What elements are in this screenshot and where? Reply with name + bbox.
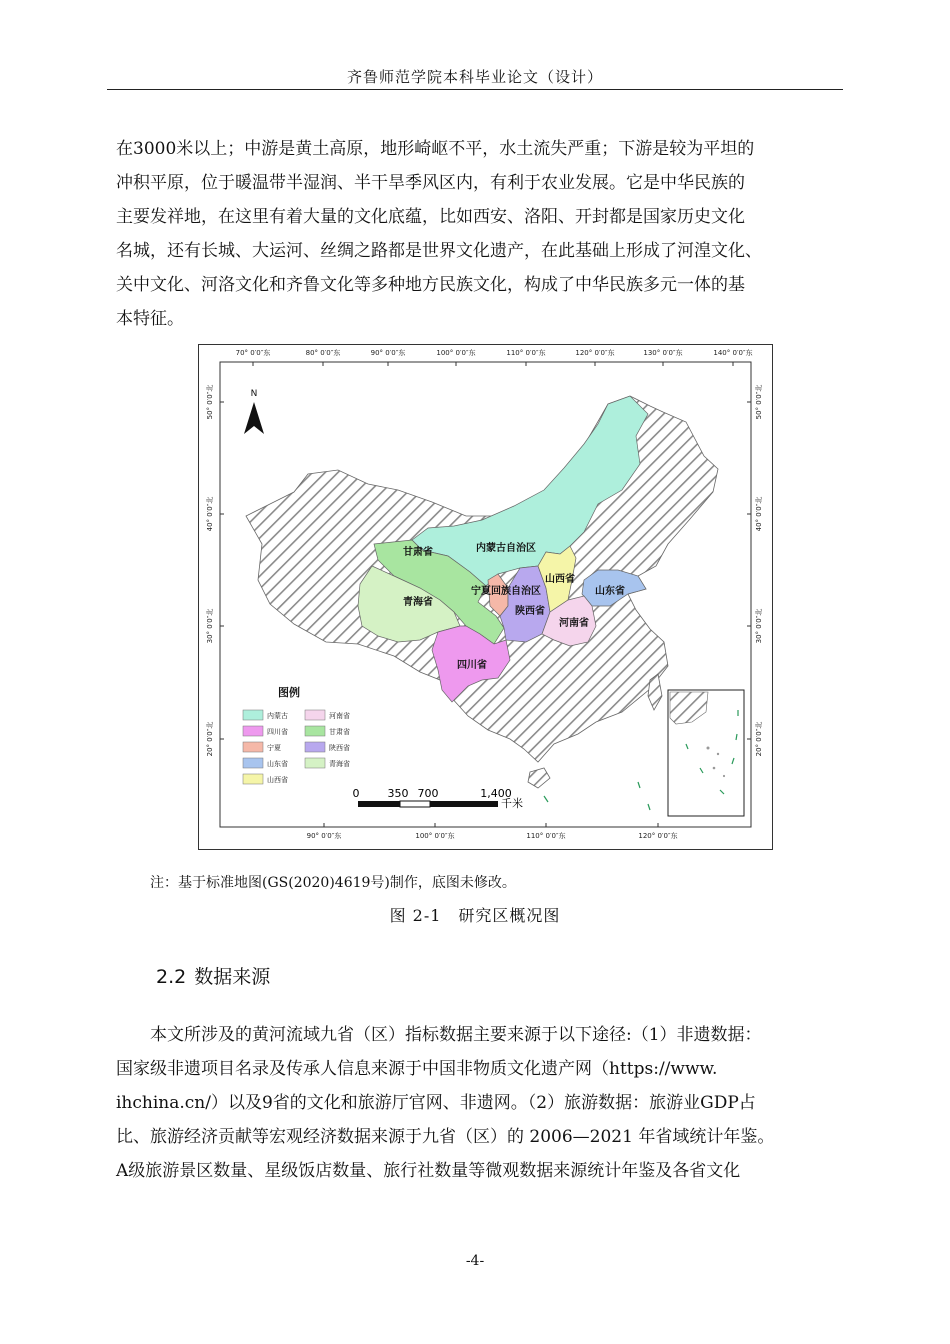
text-line: A级旅游景区数量、星级饭店数量、旅行社数量等微观数据来源统计年鉴及各省文化 xyxy=(116,1161,741,1181)
text-line: 国家级非遗项目名录及传承人信息来源于中国非物质文化遗产网（https://www. xyxy=(116,1059,718,1079)
tick-label: 20° 0′0″北 xyxy=(206,721,214,757)
section-heading xyxy=(156,962,270,989)
label-shandong: 山东省 xyxy=(595,586,625,597)
text-line: 本文所涉及的黄河流域九省（区）指标数据主要来源于以下途径:（1）非遗数据： xyxy=(150,1025,762,1045)
legend-label: 青海省 xyxy=(329,760,350,768)
text-line: 关中文化、河洛文化和齐鲁文化等多种地方民族文化，构成了中华民族多元一体的基 xyxy=(116,275,745,295)
legend-swatch xyxy=(243,726,263,736)
figure-caption: 图 2-1 研究区概况图 xyxy=(389,906,561,925)
section-title: 数据来源 xyxy=(194,966,271,988)
tick-label: 40° 0′0″北 xyxy=(755,496,763,532)
text-line: 名城，还有长城、大运河、丝绸之路都是世界文化遗产，在此基础上形成了河湟文化、 xyxy=(116,241,762,261)
legend-swatch xyxy=(305,742,325,752)
scale-tick: 1,400 xyxy=(480,787,512,800)
text-line: 比、旅游经济贡献等宏观经济数据来源于九省（区）的 2006—2021 年省域统计年鉴。 xyxy=(116,1127,775,1147)
section-number: 2.2 xyxy=(156,966,187,988)
legend-label: 甘肃省 xyxy=(329,728,350,736)
tick-label: 140° 0′0″东 xyxy=(713,349,753,357)
label-ningxia: 宁夏回族自治区 xyxy=(471,586,541,597)
page-number: -4- xyxy=(465,1253,485,1269)
legend-swatch xyxy=(305,710,325,720)
legend-label: 宁夏 xyxy=(267,744,281,752)
tick-label: 40° 0′0″北 xyxy=(206,496,214,532)
tick-label: 110° 0′0″东 xyxy=(526,832,566,840)
tick-label: 30° 0′0″北 xyxy=(206,608,214,644)
text-line: 冲积平原，位于暖温带半湿润、半干旱季风区内，有利于农业发展。它是中华民族的 xyxy=(116,173,745,193)
legend-swatch xyxy=(305,726,325,736)
tick-label: 120° 0′0″东 xyxy=(638,832,678,840)
tick-label: 110° 0′0″东 xyxy=(506,349,546,357)
label-sichuan: 四川省 xyxy=(457,660,487,671)
legend-label: 河南省 xyxy=(329,712,350,720)
tick-label: 100° 0′0″东 xyxy=(415,832,455,840)
text-line: ihchina.cn/）以及9省的文化和旅游厅官网、非遗网。（2）旅游数据：旅游业GDP占 xyxy=(116,1093,756,1113)
scale-tick: 0 xyxy=(352,787,360,800)
label-qinghai: 青海省 xyxy=(403,597,433,608)
scale-unit: 千米 xyxy=(501,797,523,810)
legend-swatch xyxy=(243,710,263,720)
tick-label: 80° 0′0″东 xyxy=(305,349,341,357)
legend-swatch xyxy=(243,758,263,768)
page-header: 齐鲁师范学院本科毕业论文（设计） xyxy=(346,68,603,86)
legend-label: 内蒙古 xyxy=(267,712,288,720)
header-rule xyxy=(107,89,843,90)
south-china-sea-inset xyxy=(668,690,744,816)
figure-note: 注：基于标准地图(GS(2020)4619号)制作，底图未修改。 xyxy=(150,875,516,891)
tick-label: 90° 0′0″东 xyxy=(306,832,342,840)
label-shaanxi: 陕西省 xyxy=(515,606,545,617)
text-line: 在3000米以上；中游是黄土高原，地形崎岖不平，水土流失严重；下游是较为平坦的 xyxy=(116,139,755,159)
scale-tick: 700 xyxy=(417,787,439,800)
legend-swatch xyxy=(243,742,263,752)
paragraph-continuation xyxy=(116,132,836,336)
text-line: 本特征。 xyxy=(116,309,184,329)
label-shanxi: 山西省 xyxy=(545,574,575,585)
tick-label: 20° 0′0″北 xyxy=(755,721,763,757)
label-gansu: 甘肃省 xyxy=(403,547,433,558)
scale-tick: 350 xyxy=(387,787,409,800)
label-neimenggu: 内蒙古自治区 xyxy=(476,543,536,554)
text-line: 主要发祥地，在这里有着大量的文化底蕴，比如西安、洛阳、开封都是国家历史文化 xyxy=(116,207,745,227)
legend-label: 四川省 xyxy=(267,728,288,736)
legend-swatch xyxy=(243,774,263,784)
tick-label: 90° 0′0″东 xyxy=(370,349,406,357)
tick-label: 120° 0′0″东 xyxy=(575,349,615,357)
tick-label: 30° 0′0″北 xyxy=(755,608,763,644)
label-henan: 河南省 xyxy=(559,618,589,629)
tick-label: 100° 0′0″东 xyxy=(436,349,476,357)
study-area-map xyxy=(198,344,773,850)
legend-label: 陕西省 xyxy=(329,744,350,752)
legend-title: 图例 xyxy=(278,686,300,699)
legend-label: 山东省 xyxy=(267,760,288,768)
paragraph-data-sources xyxy=(116,1018,836,1188)
tick-label: 130° 0′0″东 xyxy=(643,349,683,357)
legend-label: 山西省 xyxy=(267,776,288,784)
tick-label: 50° 0′0″北 xyxy=(755,384,763,420)
tick-label: 50° 0′0″北 xyxy=(206,384,214,420)
north-label: N xyxy=(250,389,258,399)
tick-label: 70° 0′0″东 xyxy=(235,349,271,357)
legend-swatch xyxy=(305,758,325,768)
